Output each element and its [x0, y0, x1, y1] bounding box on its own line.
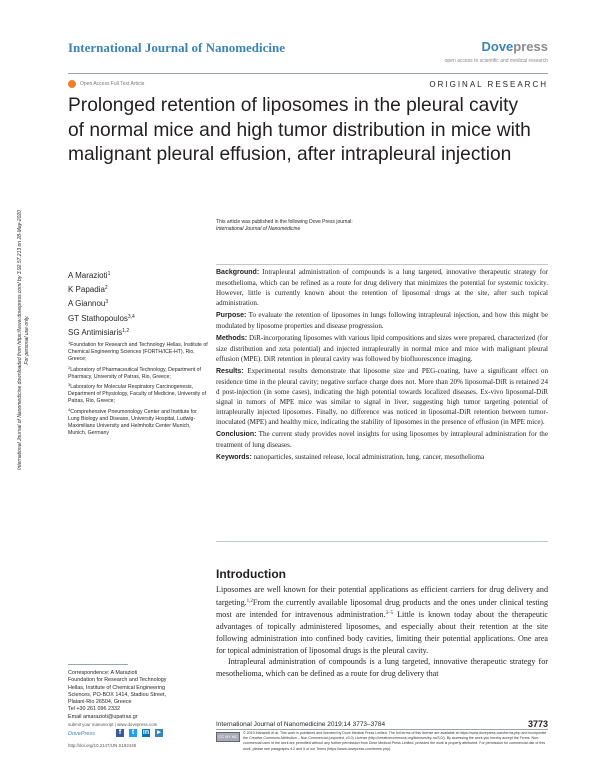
affiliation-mark: 1 — [68, 340, 71, 345]
correspondence — [68, 670, 208, 721]
social-links — [116, 729, 163, 737]
open-access-icon — [68, 80, 76, 88]
license-text: © 2019 Marazioti et al. This work is published and licensed by Dove Medical Press Limited. The full terms of this license are available at https://www.dovepress.com/terms.php and incorporate the Creative Commons Attribution – Non Commercial (unported, v3.0) License (http://creativecommons.org/licenses/by-nc/3.0/). By accessing the work you hereby accept the Terms. Non-commercial uses of the work are permitted without any further permission from Dove Medical Press Limited, provided the work is properly attributed. For permission for commercial use of this work, please see paragraphs 4.2 and 5 of our Terms (https://www.dovepress.com/terms.php). — [243, 731, 547, 751]
abstract-label: Purpose: — [216, 312, 247, 319]
submit-manuscript-link[interactable]: submit your manuscript | www.dovepress.com — [68, 722, 158, 727]
affiliation — [68, 381, 208, 406]
journal-title: International Journal of Nanomedicine — [68, 40, 286, 55]
abstract-label: Conclusion: — [216, 431, 257, 438]
abstract-purpose — [216, 310, 548, 331]
article-section: ORIGINAL RESEARCH — [429, 80, 548, 89]
affiliation-text: Laboratory of Pharmaceutical Technology, Department of Pharmacy, University of Patras, Rio, Greece; — [68, 366, 201, 380]
author-name: A Marazioti — [68, 271, 108, 280]
twitter-icon[interactable]: t — [129, 729, 137, 737]
affiliation-text: Laboratory for Molecular Respiratory Carcinogenesis, Department of Physiology, Faculty of Medicine, University of Patras, Rio, Greece; — [68, 384, 207, 405]
affiliation-text: Foundation for Research and Technology Hellas, Institute of Chemical Engineering Sciences (FORTH/ICE-HT), Rio, Greece; — [68, 342, 208, 363]
citation-ref[interactable]: 3–5 — [385, 611, 394, 617]
dovepress-small-logo: DovePress — [68, 731, 95, 737]
open-access-label: Open Access Full Text Article — [80, 81, 145, 87]
author-affil-mark: 1,2 — [122, 327, 130, 334]
affiliation-text: Comprehensive Pneumonology Center and Institute for Lung Biology and Disease, University Hospital, Ludwig-Maximilians University and Helmholtz Center Munich, Munich, Germany — [68, 408, 197, 437]
abstract-keywords — [216, 452, 548, 463]
author-name: K Papadia — [68, 285, 105, 295]
abstract-text: DiR-incorporating liposomes with various lipid compositions and sizes were prepared, characterized (for size distribution and zeta potential) and injected intrapleurally in normal mice and mice with malignant pleural effusion (MPE). DiR retention in pleural cavity was followed by biofluorescence imaging. — [216, 334, 548, 363]
author-name: A Giannou — [68, 299, 106, 309]
abstract-label: Background: — [216, 269, 260, 276]
author-list — [68, 268, 135, 339]
abstract-conclusion — [216, 429, 548, 450]
abstract-text: To evaluate the retention of liposomes in lungs following intrapleural injection, and how this might be modulated by liposome properties and disease progression. — [216, 311, 548, 330]
download-watermark-line1: International Journal of Nanomedicine downloaded from https://www.dovepress.com/ by 3.92.57.213 on 28-May-2020 — [17, 210, 23, 470]
intro-text: Liposomes are well known for their potential applications as efficient carriers for drug delivery and targeting. — [216, 585, 548, 607]
author — [68, 268, 135, 282]
author-affil-mark: 1 — [107, 271, 111, 277]
footer-rule — [216, 729, 548, 730]
author-affil-mark: 3,4 — [127, 313, 135, 320]
publication-note-journal: International Journal of Nanomedicine — [216, 226, 301, 232]
correspondence-label: Correspondence: A Marazioti — [68, 670, 138, 676]
correspondence-line: Hellas, Institute of Chemical Engineering — [68, 684, 166, 691]
intro-paragraph-2: Intrapleural administration of compounds is a lung targeted, innovative therapeutic strategy for mesothelioma, which can be defined as a route for drug delivery that — [216, 657, 548, 678]
publication-note — [216, 219, 353, 233]
abstract-label: Methods: — [216, 335, 248, 342]
abstract-text: The current study provides novel insights for using liposomes by intrapleural administration for the treatment of lung diseases. — [216, 430, 548, 449]
doi-link[interactable]: http://doi.org/10.2147/IJN.S192448 — [68, 743, 137, 748]
abstract-methods — [216, 333, 548, 364]
paper-title: Prolonged retention of liposomes in the pleural cavity of normal mice and high tumor distribution in mice with malignant pleural effusion, after intrapleural injection — [68, 95, 531, 165]
affiliation — [68, 339, 208, 364]
intro-paragraph-1 — [216, 584, 548, 656]
affiliation — [68, 406, 208, 438]
download-watermark-line2: For personal use only. — [24, 315, 30, 365]
affiliation-mark: 2 — [68, 364, 71, 370]
creative-commons-icon[interactable]: CC BY NC — [216, 732, 240, 742]
correspondence-tel: Tel +30 261 096 2332 — [68, 706, 121, 713]
author — [68, 296, 135, 310]
author — [68, 325, 135, 339]
author-affil-mark: 2 — [104, 285, 108, 292]
section-heading-introduction: Introduction — [216, 567, 286, 581]
brand-dove: Dove — [481, 39, 514, 54]
brand-tagline: open access to scientific and medical research — [444, 58, 548, 64]
affiliation — [68, 364, 208, 381]
author — [68, 311, 135, 325]
linkedin-icon[interactable]: in — [142, 729, 150, 736]
author — [68, 282, 135, 296]
publication-note-line1: This article was published in the following Dove Press journal: — [216, 219, 353, 225]
correspondence-line: Sciences, PO-BOX 1414, Stadiou Street, — [68, 691, 166, 698]
page-number: 3773 — [527, 719, 548, 729]
facebook-icon[interactable]: f — [116, 729, 124, 737]
affiliation-mark: 3 — [68, 382, 71, 388]
dovepress-share-icon[interactable]: ▸ — [155, 729, 163, 737]
download-watermark — [17, 140, 31, 540]
abstract — [216, 267, 548, 465]
dovepress-logo — [482, 39, 549, 54]
abstract-text: Experimental results demonstrate that liposome size and PEG-coating, have a significant effect on residence time in the pleural cavity; negative surface charge does not. More than 20% liposomal-DiR is retained 24 d post-injection (in some cases), indicating the high potential towards localized diseases. Ex-vivo liposomal-DiR signal in tumors of MPE mice was similar to signal in liver, suggesting high tumor targeting potential of intrapleurally injected liposomes. Finally, no difference was noticed in liposomal-DiR retention between tumor-inoculated (MPE) and healthy mice, indicating the stability of liposomes in the presence of effusion (in MPE mice). — [216, 367, 548, 426]
author-name: GT Stathopoulos — [68, 313, 128, 323]
abstract-text: Intrapleural administration of compounds is a lung targeted, innovative therapeutic strategy for mesothelioma, which can be refined as a route for drug delivery that minimizes the potential for systemic toxicity. However, little is currently known about the retention of liposomal drugs at the site, after such topical administration. — [216, 268, 548, 307]
header-rule — [68, 73, 548, 74]
intro-text: Little is known today about the therapeutic advantages of topically administered liposomes, and especially about their retention at the site following administration into confined body cavities, limiting their potential applications. One area for topical administration of liposomal drugs is the pleural cavity. — [216, 610, 548, 655]
abstract-background — [216, 267, 548, 308]
affiliation-mark: 4 — [68, 406, 71, 412]
brand-press: press — [513, 39, 548, 54]
abstract-label: Results: — [216, 368, 244, 375]
citation-ref[interactable]: 1,2 — [246, 598, 253, 604]
open-access-badge — [68, 80, 144, 88]
affiliations — [68, 339, 208, 437]
correspondence-line: Platani-Rio 26504, Greece — [68, 699, 132, 706]
abstract-results — [216, 366, 548, 427]
intro-text: From the currently available liposomal drug products and the ones under clinical testing most are intended for intravenous administration. — [216, 597, 548, 620]
correspondence-line: Foundation for Research and Technology — [68, 677, 167, 684]
correspondence-email[interactable]: Email amarazioti@upatras.gr — [68, 713, 138, 720]
author-name: SG Antimisiaris — [68, 327, 123, 337]
abstract-text: nanoparticles, sustained release, local administration, lung, cancer, mesothelioma — [253, 453, 485, 461]
footer-citation: International Journal of Nanomedicine 2019:14 3773–3784 — [216, 721, 386, 728]
author-affil-mark: 3 — [105, 299, 109, 306]
correspondence-rule — [68, 664, 128, 665]
abstract-label: Keywords: — [216, 454, 252, 461]
introduction-body — [216, 584, 548, 680]
